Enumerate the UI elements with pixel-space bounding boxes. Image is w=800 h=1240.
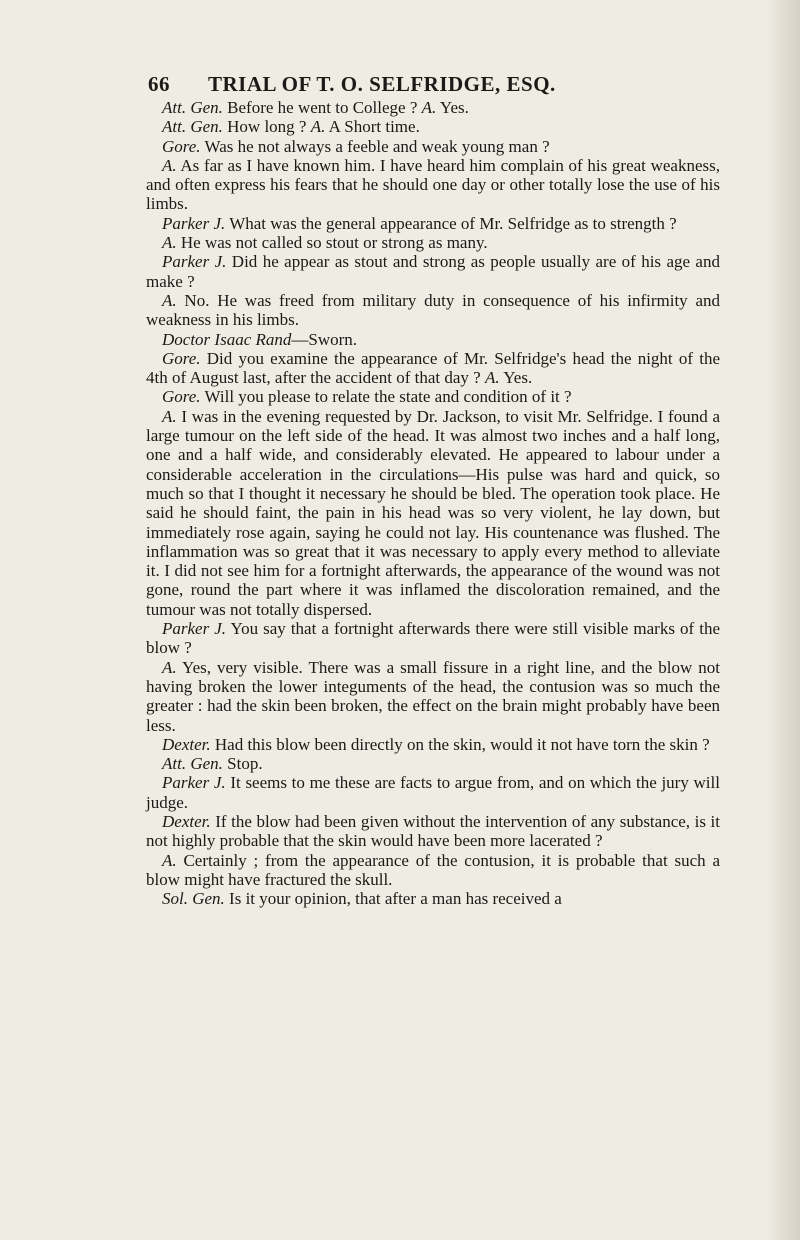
statement-text: Is it your opinion, that after a man has received a (224, 889, 562, 909)
testimony-paragraph (146, 214, 720, 233)
speaker-label: A. (484, 368, 500, 388)
speaker-label: A. (162, 290, 177, 310)
testimony-paragraph (146, 889, 720, 908)
speaker-label: Doctor Isaac Rand (162, 329, 292, 349)
speaker-label: Gore. (162, 136, 201, 156)
testimony-paragraph (146, 407, 720, 619)
testimony-paragraph (146, 735, 720, 754)
statement-text: If the blow had been given without the intervention of any substance, is it not highly probable that the skin would have been more lacerated ? (146, 811, 720, 851)
speaker-label: Att. Gen. (162, 117, 223, 137)
testimony-paragraph (146, 349, 720, 388)
running-title: TRIAL OF T. O. SELFRIDGE, ESQ. (208, 72, 556, 96)
statement-text: Will you please to relate the state and condition of it ? (200, 387, 572, 407)
testimony-paragraph (146, 137, 720, 156)
speaker-label: A. (162, 850, 177, 870)
speaker-label: A. (162, 155, 177, 175)
testimony-paragraph (146, 291, 720, 330)
testimony-paragraph (146, 754, 720, 773)
statement-text: You say that a fortnight afterwards there were still visible marks of the blow ? (146, 619, 720, 658)
statement-text: A Short time. (325, 117, 420, 137)
testimony-paragraph (146, 156, 720, 214)
speaker-label: A. (162, 406, 177, 426)
speaker-label: Gore. (162, 387, 201, 407)
statement-text: Before he went to College ? (222, 98, 422, 117)
statement-text: What was the general appearance of Mr. Selfridge as to strength ? (225, 213, 677, 233)
speaker-label: Att. Gen. (162, 98, 223, 117)
testimony-paragraph (146, 233, 720, 252)
testimony-text (146, 98, 720, 908)
statement-text: No. He was freed from military duty in consequence of his infirmity and weakness in his limbs. (146, 290, 720, 330)
statement-text: It seems to me these are facts to argue from, and on which the jury will judge. (146, 773, 720, 812)
statement-text: Yes. (499, 368, 533, 388)
statement-text: Had this blow been directly on the skin, would it not have torn the skin ? (210, 734, 710, 754)
statement-text: Was he not always a feeble and weak young man ? (200, 136, 550, 156)
testimony-paragraph (146, 851, 720, 890)
testimony-paragraph (146, 619, 720, 658)
speaker-label: Att. Gen. (162, 754, 223, 774)
statement-text: He was not called so stout or strong as many. (176, 233, 488, 253)
statement-text: Yes, very visible. There was a small fissure in a right line, and the blow not having broken the lower integuments of the head, the contusion was so much the greater : had the skin been broken, the effect on the brain might probably have been less. (146, 657, 720, 735)
testimony-paragraph (146, 252, 720, 291)
statement-text: —Sworn. (291, 329, 358, 349)
statement-text: Did you examine the appearance of Mr. Selfridge's head the night of the 4th of August last, after the accident of that day ? (146, 348, 720, 388)
testimony-paragraph (146, 387, 720, 406)
statement-text: I was in the evening requested by Dr. Jackson, to visit Mr. Selfridge. I found a large tumour on the left side of the head. It was almost two inches and a half long, one and a half wide, and considerably elevated. He appeared to labour under a considerable acceleration in the circulations—His pulse was hard and quick, so much so that I thought it necessary he should be bled. The operation took place. He said he should faint, the pain in his head was so very violent, he lay down, but immediately rose again, saying he could not lay. His countenance was flushed. The inflammation was so great that it was necessary to apply every method to alleviate it. I did not see him for a fortnight afterwards, the appearance of the wound was not gone, round the part where it was inflamed the discoloration remained, and the tumour was not totally dispersed. (146, 406, 720, 619)
testimony-paragraph (146, 98, 720, 117)
speaker-label: Sol. Gen. (162, 889, 225, 909)
statement-text: Did he appear as stout and strong as people usually are of his age and make ? (146, 252, 720, 291)
speaker-label: Parker J. (162, 213, 226, 233)
page-edge-shadow (766, 0, 800, 1240)
statement-text: As far as I have known him. I have heard him complain of his great weakness, and often express his fears that he should one day or other totally lose the use of his limbs. (146, 155, 720, 214)
speaker-label: Parker J. (162, 773, 226, 793)
statement-text: Stop. (222, 754, 263, 774)
statement-text: How long ? (222, 117, 311, 137)
testimony-paragraph (146, 812, 720, 851)
speaker-label: A. (421, 98, 437, 117)
testimony-paragraph (146, 773, 720, 812)
testimony-paragraph (146, 330, 720, 349)
speaker-label: Dexter. (162, 734, 211, 754)
page-number: 66 (148, 72, 170, 96)
running-header (148, 72, 708, 97)
speaker-label: Dexter. (162, 811, 211, 831)
speaker-label: Gore. (162, 348, 201, 368)
speaker-label: A. (162, 233, 177, 253)
speaker-label: A. (162, 657, 177, 677)
speaker-label: A. (310, 117, 326, 137)
speaker-label: Parker J. (162, 619, 227, 639)
testimony-paragraph (146, 658, 720, 735)
statement-text: Certainly ; from the appearance of the contusion, it is probable that such a blow might have fractured the skull. (146, 850, 720, 889)
speaker-label: Parker J. (162, 252, 227, 272)
statement-text: Yes. (436, 98, 469, 117)
testimony-paragraph (146, 117, 720, 136)
